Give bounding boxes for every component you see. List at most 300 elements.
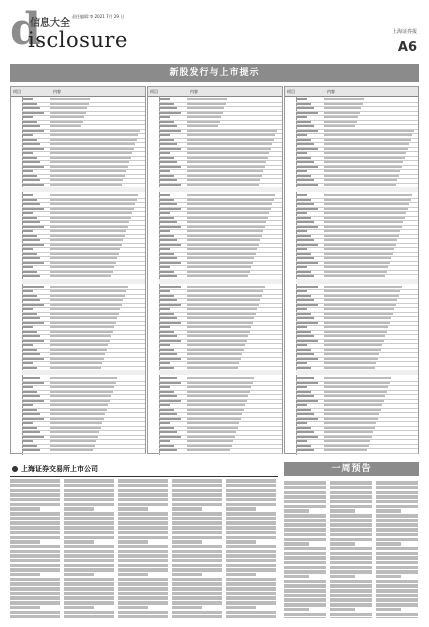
row-key [160, 357, 186, 360]
row-key [297, 207, 323, 210]
text-line [64, 498, 114, 501]
row-key [23, 348, 49, 351]
text-line [64, 550, 114, 553]
text-line [10, 479, 60, 482]
text-line [226, 526, 276, 529]
text-line [284, 561, 326, 564]
text-line [10, 507, 40, 510]
row-value [187, 265, 281, 268]
row-value [50, 211, 144, 214]
text-line [172, 526, 222, 529]
text-line [330, 598, 372, 601]
row-value [187, 252, 281, 255]
text-line [118, 498, 168, 501]
table-column-3 [284, 86, 419, 454]
row-value [50, 198, 144, 201]
row-value [324, 448, 417, 451]
row-key [23, 220, 49, 223]
row-key [23, 111, 49, 114]
row-key [297, 202, 323, 205]
text-line [10, 582, 60, 585]
text-line [376, 552, 418, 555]
row-value [187, 165, 281, 168]
row-value [324, 307, 417, 310]
row-value [50, 334, 144, 337]
text-line [376, 514, 418, 517]
text-line [64, 540, 94, 543]
text-line [330, 538, 372, 541]
row-value [324, 193, 417, 196]
row-value [324, 298, 417, 301]
row-value [50, 124, 144, 127]
text-line [10, 531, 60, 534]
row-key [23, 426, 49, 429]
row-value [324, 385, 417, 388]
text-line [118, 578, 168, 581]
row-key [160, 430, 186, 433]
text-line [376, 523, 418, 526]
row-value [50, 399, 144, 402]
text-line [376, 603, 418, 606]
row-value [50, 147, 144, 150]
row-key [23, 211, 49, 214]
text-line [226, 601, 276, 604]
text-line [10, 498, 60, 501]
text-line [64, 493, 114, 496]
text-line [10, 512, 60, 515]
row-value [187, 261, 281, 264]
row-key [297, 334, 323, 337]
row-value [50, 339, 144, 342]
text-line [118, 611, 168, 614]
row-key [23, 270, 49, 273]
row-key [160, 274, 186, 277]
row-value [324, 151, 417, 154]
row-value [187, 426, 281, 429]
table-section-divider [296, 279, 418, 284]
row-value [50, 238, 144, 241]
row-key [23, 394, 49, 397]
text-line [376, 566, 418, 569]
text-line [172, 503, 222, 506]
row-value [324, 312, 417, 315]
row-key [160, 124, 186, 127]
text-line [10, 611, 60, 614]
text-line [10, 521, 60, 524]
text-line [330, 556, 372, 559]
row-key [297, 294, 323, 297]
row-value [50, 417, 144, 420]
text-line [64, 503, 114, 506]
text-line [118, 606, 148, 609]
text-line [172, 479, 222, 482]
row-key [23, 376, 49, 379]
row-key [160, 138, 186, 141]
text-line [376, 584, 418, 587]
row-key [160, 303, 186, 306]
text-line [284, 613, 326, 616]
row-value [50, 97, 144, 100]
row-key [297, 216, 323, 219]
text-line [64, 489, 114, 492]
text-line [118, 545, 168, 548]
text-line [330, 509, 355, 512]
row-value [324, 352, 417, 355]
row-value [50, 151, 144, 154]
row-key [160, 247, 186, 250]
row-value [187, 298, 281, 301]
row-value [324, 220, 417, 223]
row-key [297, 307, 323, 310]
row-key [23, 312, 49, 315]
row-key [160, 421, 186, 424]
text-line [284, 505, 326, 508]
text-line [118, 596, 168, 599]
row-key [160, 390, 186, 393]
row-value [324, 408, 417, 411]
row-key [297, 274, 323, 277]
row-key [160, 448, 186, 451]
row-value [50, 298, 144, 301]
text-line [226, 493, 276, 496]
row-value [187, 115, 281, 118]
row-key [160, 106, 186, 109]
row-key [160, 381, 186, 384]
row-key [23, 325, 49, 328]
text-line [226, 536, 276, 539]
row-key [297, 120, 323, 123]
row-key [23, 307, 49, 310]
text-line [10, 526, 60, 529]
text-line [376, 500, 418, 503]
row-key [160, 394, 186, 397]
row-value [50, 376, 144, 379]
row-value [324, 247, 417, 250]
text-line [376, 613, 418, 616]
row-key [160, 298, 186, 301]
row-key [23, 399, 49, 402]
text-column [64, 478, 114, 618]
text-column [376, 480, 418, 618]
row-key [297, 357, 323, 360]
row-value [324, 430, 417, 433]
row-key [297, 439, 323, 442]
row-key [297, 399, 323, 402]
row-key [160, 330, 186, 333]
row-key [160, 169, 186, 172]
text-line [330, 561, 372, 564]
text-line [10, 503, 60, 506]
row-key [160, 325, 186, 328]
table-section-divider [159, 370, 282, 375]
text-line [10, 559, 60, 562]
row-value [187, 381, 281, 384]
row-key [160, 348, 186, 351]
text-line [284, 528, 326, 531]
row-key [160, 285, 186, 288]
row-key [160, 426, 186, 429]
text-line [284, 519, 326, 522]
text-line [376, 505, 418, 508]
text-line [172, 536, 222, 539]
text-line [330, 594, 372, 597]
row-key [23, 444, 49, 447]
text-line [64, 587, 114, 590]
table-row [22, 448, 145, 454]
row-value [187, 394, 281, 397]
text-line [284, 584, 326, 587]
row-value [50, 234, 144, 237]
text-line [10, 536, 60, 539]
text-line [172, 615, 222, 618]
text-line [376, 538, 418, 541]
row-value [50, 243, 144, 246]
text-line [64, 559, 114, 562]
row-key [297, 412, 323, 415]
text-line [284, 617, 326, 618]
row-value [187, 169, 281, 172]
row-value [187, 106, 281, 109]
row-key [23, 138, 49, 141]
row-value [187, 156, 281, 159]
text-line [330, 617, 372, 618]
row-value [324, 234, 417, 237]
row-value [187, 421, 281, 424]
row-key [297, 97, 323, 100]
text-line [10, 615, 60, 618]
row-key [23, 234, 49, 237]
ipo-table-area [10, 86, 419, 454]
row-key [297, 156, 323, 159]
text-line [172, 531, 222, 534]
row-key [297, 381, 323, 384]
text-line [118, 568, 168, 571]
row-value [50, 202, 144, 205]
row-key [23, 243, 49, 246]
row-value [187, 225, 281, 228]
text-line [226, 564, 276, 567]
row-key [23, 198, 49, 201]
brand-letter: d [10, 4, 41, 55]
row-value [187, 160, 281, 163]
row-key [297, 430, 323, 433]
row-key [23, 229, 49, 232]
row-key [160, 183, 186, 186]
text-line [172, 540, 202, 543]
row-key [23, 435, 49, 438]
row-value [187, 247, 281, 250]
row-key [160, 243, 186, 246]
row-value [187, 289, 281, 292]
table-row [296, 448, 418, 454]
table-section-divider [22, 187, 145, 192]
row-value [50, 430, 144, 433]
text-line [330, 523, 372, 526]
row-key [23, 165, 49, 168]
row-key [297, 229, 323, 232]
row-value [324, 274, 417, 277]
text-line [330, 589, 372, 592]
table-header [148, 87, 282, 97]
text-line [376, 561, 418, 564]
table-section-divider [296, 187, 418, 192]
text-line [118, 531, 168, 534]
text-line [172, 517, 222, 520]
row-key [297, 403, 323, 406]
text-line [330, 575, 355, 578]
row-value [187, 376, 281, 379]
row-key [23, 381, 49, 384]
text-line [376, 509, 401, 512]
row-value [324, 256, 417, 259]
row-value [187, 111, 281, 114]
row-value [50, 289, 144, 292]
row-key [23, 285, 49, 288]
text-line [118, 536, 168, 539]
row-value [324, 348, 417, 351]
row-key [297, 115, 323, 118]
text-line [172, 564, 222, 567]
text-line [376, 594, 418, 597]
row-value [324, 270, 417, 273]
row-value [50, 408, 144, 411]
text-line [172, 606, 202, 609]
row-key [160, 229, 186, 232]
text-line [284, 575, 309, 578]
text-line [284, 491, 326, 494]
text-line [284, 598, 326, 601]
text-column [226, 478, 276, 618]
row-key [160, 316, 186, 319]
row-key [23, 207, 49, 210]
table-header-cell: 项目 [150, 89, 158, 94]
row-key [23, 334, 49, 337]
row-value [50, 426, 144, 429]
text-line [226, 606, 256, 609]
row-key [23, 129, 49, 132]
row-key [297, 298, 323, 301]
text-line [376, 598, 418, 601]
text-line [118, 517, 168, 520]
text-line [64, 517, 114, 520]
table-header-cell: 项目 [13, 89, 21, 94]
row-value [50, 207, 144, 210]
table-column-1 [10, 86, 146, 454]
text-line [118, 540, 148, 543]
row-value [324, 303, 417, 306]
text-line [226, 573, 256, 576]
row-key [23, 412, 49, 415]
row-key [297, 421, 323, 424]
text-line [64, 578, 114, 581]
text-line [10, 606, 40, 609]
text-line [10, 592, 60, 595]
row-key [23, 247, 49, 250]
row-key [160, 399, 186, 402]
text-line [172, 554, 222, 557]
row-key [23, 403, 49, 406]
text-line [226, 582, 276, 585]
table-section-divider [22, 279, 145, 284]
text-line [10, 578, 60, 581]
row-key [23, 97, 49, 100]
text-line [226, 498, 276, 501]
row-key [297, 133, 323, 136]
row-key [160, 352, 186, 355]
row-value [187, 120, 281, 123]
row-value [324, 106, 417, 109]
row-key [23, 385, 49, 388]
edition-info: 责任编辑:李 2021 7月 29 日 [72, 14, 125, 19]
row-key [297, 285, 323, 288]
text-line [226, 531, 276, 534]
row-key [297, 247, 323, 250]
text-line [172, 484, 222, 487]
text-line [284, 603, 326, 606]
row-value [50, 385, 144, 388]
text-line [10, 596, 60, 599]
row-key [23, 256, 49, 259]
row-value [187, 207, 281, 210]
row-value [50, 156, 144, 159]
text-line [226, 578, 276, 581]
row-key [160, 198, 186, 201]
row-value [324, 216, 417, 219]
text-line [10, 517, 60, 520]
row-value [187, 211, 281, 214]
row-key [23, 169, 49, 172]
row-value [187, 439, 281, 442]
row-value [187, 390, 281, 393]
table-section-divider [296, 370, 418, 375]
row-value [50, 165, 144, 168]
row-value [50, 403, 144, 406]
row-value [187, 216, 281, 219]
row-key [297, 361, 323, 364]
text-line [226, 503, 276, 506]
row-value [187, 312, 281, 315]
text-line [226, 554, 276, 557]
row-key [23, 421, 49, 424]
row-key [160, 102, 186, 105]
text-line [330, 528, 372, 531]
row-value [324, 138, 417, 141]
row-key [297, 220, 323, 223]
row-value [50, 412, 144, 415]
text-line [226, 479, 276, 482]
row-value [324, 426, 417, 429]
text-line [118, 601, 168, 604]
text-line [330, 566, 372, 569]
row-key [297, 426, 323, 429]
text-line [330, 514, 372, 517]
page-number: A6 [397, 40, 417, 55]
row-value [50, 133, 144, 136]
row-value [50, 142, 144, 145]
row-key [23, 238, 49, 241]
row-value [324, 202, 417, 205]
text-line [64, 484, 114, 487]
row-value [50, 444, 144, 447]
text-line [226, 545, 276, 548]
row-key [23, 430, 49, 433]
row-value [187, 325, 281, 328]
row-key [297, 417, 323, 420]
text-line [10, 573, 40, 576]
table-header [11, 87, 145, 97]
row-value [50, 120, 144, 123]
row-key [297, 129, 323, 132]
